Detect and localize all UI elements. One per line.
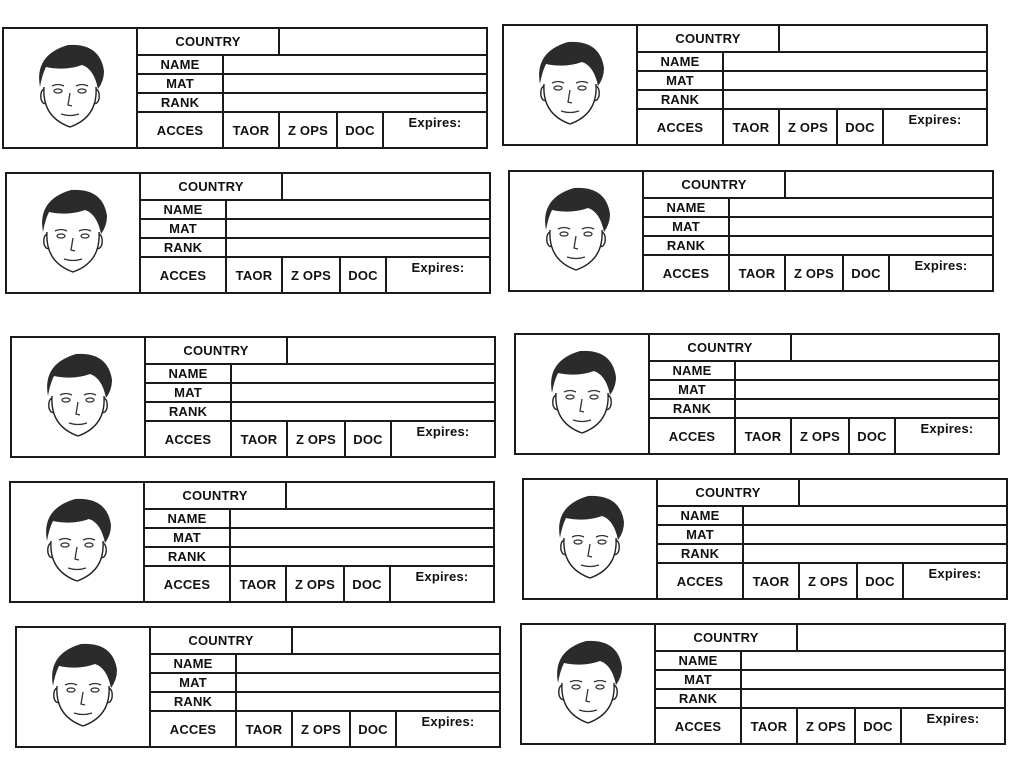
doc-label: DOC xyxy=(338,113,384,147)
zops-label: Z OPS xyxy=(792,419,850,453)
country-label: COUNTRY xyxy=(644,172,786,197)
face-photo xyxy=(12,338,146,456)
expires-label: Expires: xyxy=(908,112,962,127)
rank-label: RANK xyxy=(145,548,231,565)
expires-label: Expires: xyxy=(415,569,469,584)
taor-label: TAOR xyxy=(237,712,293,746)
expires-label: Expires: xyxy=(416,424,470,439)
zops-label: Z OPS xyxy=(780,110,838,144)
country-label: COUNTRY xyxy=(656,625,798,650)
country-label: COUNTRY xyxy=(638,26,780,51)
taor-label: TAOR xyxy=(724,110,780,144)
mat-label: MAT xyxy=(638,72,724,89)
expires-label: Expires: xyxy=(926,711,980,726)
expires-label: Expires: xyxy=(920,421,974,436)
doc-label: DOC xyxy=(351,712,397,746)
access-label: ACCES xyxy=(151,712,237,746)
taor-label: TAOR xyxy=(231,567,287,601)
id-card-2 xyxy=(502,24,988,146)
mat-label: MAT xyxy=(141,220,227,237)
rank-label: RANK xyxy=(138,94,224,111)
doc-label: DOC xyxy=(858,564,904,598)
id-card-6 xyxy=(514,333,1000,455)
id-card-9 xyxy=(15,626,501,748)
name-label: NAME xyxy=(141,201,227,218)
face-photo xyxy=(17,628,151,746)
rank-label: RANK xyxy=(656,690,742,707)
rank-label: RANK xyxy=(146,403,232,420)
access-label: ACCES xyxy=(146,422,232,456)
zops-label: Z OPS xyxy=(800,564,858,598)
taor-label: TAOR xyxy=(744,564,800,598)
rank-label: RANK xyxy=(658,545,744,562)
name-label: NAME xyxy=(658,507,744,524)
zops-label: Z OPS xyxy=(786,256,844,290)
country-label: COUNTRY xyxy=(650,335,792,360)
expires-label: Expires: xyxy=(421,714,475,729)
taor-label: TAOR xyxy=(232,422,288,456)
access-label: ACCES xyxy=(638,110,724,144)
face-photo xyxy=(524,480,658,598)
mat-label: MAT xyxy=(145,529,231,546)
mat-label: MAT xyxy=(650,381,736,398)
name-label: NAME xyxy=(644,199,730,216)
taor-label: TAOR xyxy=(227,258,283,292)
rank-label: RANK xyxy=(151,693,237,710)
doc-label: DOC xyxy=(856,709,902,743)
doc-label: DOC xyxy=(844,256,890,290)
taor-label: TAOR xyxy=(224,113,280,147)
mat-label: MAT xyxy=(138,75,224,92)
name-label: NAME xyxy=(656,652,742,669)
country-label: COUNTRY xyxy=(145,483,287,508)
mat-label: MAT xyxy=(644,218,730,235)
rank-label: RANK xyxy=(638,91,724,108)
zops-label: Z OPS xyxy=(287,567,345,601)
name-label: NAME xyxy=(151,655,237,672)
access-label: ACCES xyxy=(141,258,227,292)
country-label: COUNTRY xyxy=(151,628,293,653)
access-label: ACCES xyxy=(650,419,736,453)
country-label: COUNTRY xyxy=(658,480,800,505)
id-card-4 xyxy=(508,170,994,292)
expires-label: Expires: xyxy=(914,258,968,273)
expires-label: Expires: xyxy=(928,566,982,581)
access-label: ACCES xyxy=(644,256,730,290)
name-label: NAME xyxy=(650,362,736,379)
taor-label: TAOR xyxy=(730,256,786,290)
access-label: ACCES xyxy=(145,567,231,601)
mat-label: MAT xyxy=(656,671,742,688)
access-label: ACCES xyxy=(656,709,742,743)
face-photo xyxy=(510,172,644,290)
name-label: NAME xyxy=(146,365,232,382)
expires-label: Expires: xyxy=(408,115,462,130)
id-card-5 xyxy=(10,336,496,458)
name-label: NAME xyxy=(138,56,224,73)
face-photo xyxy=(4,29,138,147)
face-photo xyxy=(522,625,656,743)
rank-label: RANK xyxy=(141,239,227,256)
doc-label: DOC xyxy=(341,258,387,292)
face-photo xyxy=(516,335,650,453)
name-label: NAME xyxy=(638,53,724,70)
zops-label: Z OPS xyxy=(798,709,856,743)
name-label: NAME xyxy=(145,510,231,527)
id-card-1 xyxy=(2,27,488,149)
id-card-3 xyxy=(5,172,491,294)
doc-label: DOC xyxy=(346,422,392,456)
country-label: COUNTRY xyxy=(141,174,283,199)
country-label: COUNTRY xyxy=(138,29,280,54)
zops-label: Z OPS xyxy=(288,422,346,456)
id-card-8 xyxy=(522,478,1008,600)
expires-label: Expires: xyxy=(411,260,465,275)
mat-label: MAT xyxy=(658,526,744,543)
zops-label: Z OPS xyxy=(283,258,341,292)
face-photo xyxy=(504,26,638,144)
mat-label: MAT xyxy=(151,674,237,691)
id-card-10 xyxy=(520,623,1006,745)
zops-label: Z OPS xyxy=(293,712,351,746)
rank-label: RANK xyxy=(644,237,730,254)
zops-label: Z OPS xyxy=(280,113,338,147)
rank-label: RANK xyxy=(650,400,736,417)
id-card-7 xyxy=(9,481,495,603)
face-photo xyxy=(7,174,141,292)
taor-label: TAOR xyxy=(736,419,792,453)
face-photo xyxy=(11,483,145,601)
country-label: COUNTRY xyxy=(146,338,288,363)
mat-label: MAT xyxy=(146,384,232,401)
access-label: ACCES xyxy=(658,564,744,598)
taor-label: TAOR xyxy=(742,709,798,743)
doc-label: DOC xyxy=(345,567,391,601)
doc-label: DOC xyxy=(850,419,896,453)
access-label: ACCES xyxy=(138,113,224,147)
doc-label: DOC xyxy=(838,110,884,144)
